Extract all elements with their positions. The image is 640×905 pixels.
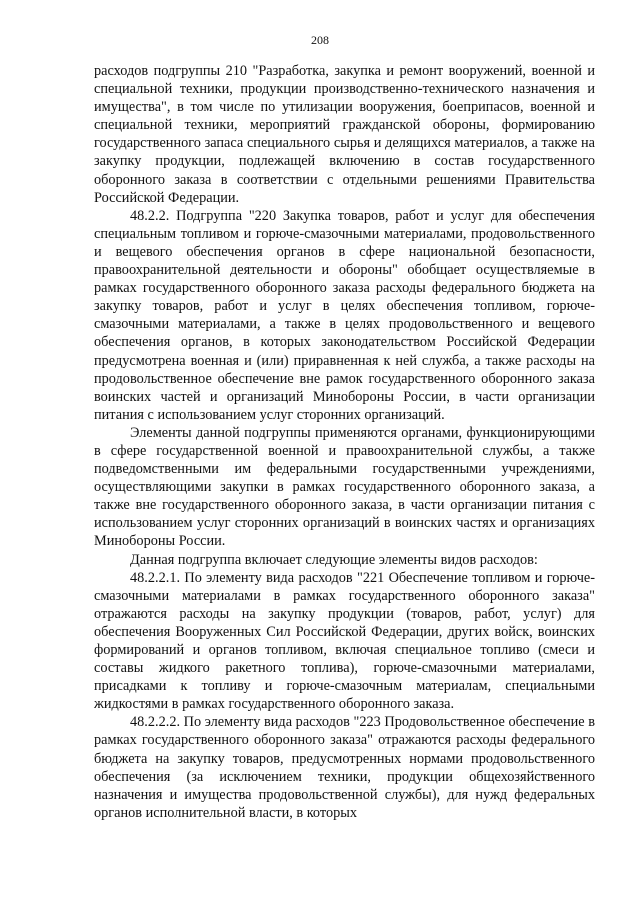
paragraph-48-2-2: 48.2.2. Подгруппа "220 Закупка товаров, работ и услуг для обеспечения специальным топливом и горюче-смазочными материалами, продовольственного и вещевого обеспечения органов в сфере национальной безопасности, правоохранительной деятельности и обороны" обобщает осуществляемые в рамках государственного оборонного заказа расходы федерального бюджета на закупку товаров, работ и услуг в целях обеспечения топливом, горюче-смазочными материалами, а также в целях продовольственного и вещевого обеспечения органов, в которых законодательством Российской Федерации предусмотрена военная и (или) приравненная к ней служба, а также расходы на продовольственное обеспечение вне рамок государственного оборонного заказа воинских частей и организаций Минобороны России, в части организации питания с использованием услуг сторонних организаций. [94,207,595,423]
paragraph-subgroup-includes: Данная подгруппа включает следующие элементы видов расходов: [130,551,538,568]
paragraph-48-2-2-1: 48.2.2.1. По элементу вида расходов "221 Обеспечение топливом и горюче-смазочными материалами в рамках государственного оборонного заказа" отражаются расходы на закупку продукции (товаров, работ, услуг) для обеспечения Вооруженных Сил Российской Федерации, других войск, воинских формирований и органов топливом, включая специальное топливо (смеси и составы жидкого ракетного топлива), горюче-смазочными материалами, присадками к топливу и горюче-смазочным материалам, специальными жидкостями в рамках государственного оборонного заказа. [94,569,595,713]
paragraph-continuation: расходов подгруппы 210 "Разработка, закупка и ремонт вооружений, военной и специальной техники, продукции производственно-технического назначения и имущества", в том числе по утилизации вооружения, боеприпасов, военной и специальной техники, мероприятий гражданской обороны, формированию государственного запаса специального сырья и делящихся материалов, а также на закупку продукции, подлежащей включению в состав государственного оборонного заказа в соответствии с отдельными решениями Правительства Российской Федерации. [94,63,595,206]
paragraph-elements-usage: Элементы данной подгруппы применяются органами, функционирующими в сфере государственной военной и правоохранительной службы, а также подведомственными им федеральными государственными учреждениями, осуществляющими закупки в рамках государственного оборонного заказа, а также вне государственного оборонного заказа, в части организации питания с использованием услуг сторонних организаций в воинских частях и организациях Минобороны России. [94,424,595,550]
document-body [94,62,595,822]
page-number: 208 [311,33,329,47]
paragraph-48-2-2-2: 48.2.2.2. По элементу вида расходов "223 Продовольственное обеспечение в рамках государственного оборонного заказа" отражаются расходы федерального бюджета на закупку товаров, предусмотренных нормами продовольственного обеспечения (за исключением техники, продукции общехозяйственного назначения и имущества продовольственной службы), для нужд федеральных органов исполнительной власти, в которых [94,714,595,821]
